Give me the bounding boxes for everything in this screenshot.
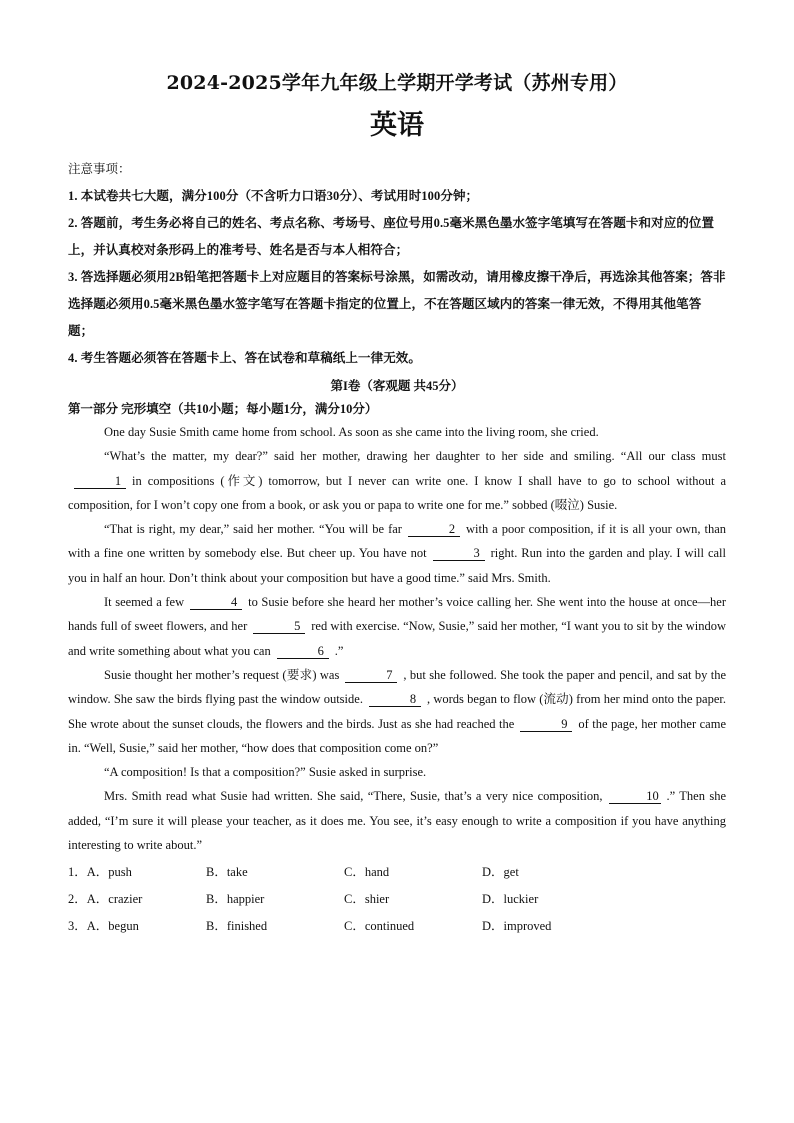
option-d: D．get [482,865,519,880]
paragraph-text: .” [334,643,344,658]
paragraph-text: to Susie before she heard her mother’s voice calling her. She went into the house at once—her hands full of sweet flowers, and her [68,595,726,634]
option-b: B．finished [206,919,268,934]
paragraph [68,590,726,663]
paragraph-text: red with exercise. “Now, Susie,” said her mother, “I want you to sit by the window and write something about what you can [68,619,726,658]
option-b: B．happier [206,892,265,907]
exam-page [68,70,726,940]
blank-8: 8 [369,692,421,707]
blank-1: 1 [74,474,126,489]
paragraph-text: “That is right, my dear,” said her mother. “You will be far [104,522,402,537]
paragraph [68,420,726,444]
blank-6: 6 [277,644,329,659]
paragraph-text: right. Run into the garden and play. I will call you in half an hour. Don’t think about your composition but have a good time.” said Mrs. Smith. [68,546,726,585]
paragraph [68,784,726,857]
paragraph-text: in compositions (作文) tomorrow, but I never can write one. I know I shall have to go to school without a composition, for I won’t copy one from a book, or ask you or papa to write one for me.” sobbed (啜泣) Susie. [68,473,726,512]
paragraph-text: , but she followed. She took the paper and pencil, and sat by the window. She saw the birds flying past the window outside. [68,667,726,707]
option-a: A．push [86,865,132,880]
cloze-passage [68,420,726,857]
instructions [68,156,726,372]
volume-heading: 第I卷（客观题 共45分） [330,379,464,393]
subject-title: 英语 [370,110,424,141]
option-a: A．begun [86,919,139,934]
paragraph-text: “What’s the matter, my dear?” said her mother, drawing her daughter to her side and smiling. “All our class must [104,449,726,464]
blank-9: 9 [520,717,572,732]
blank-7: 7 [345,668,397,683]
paragraph-text: One day Susie Smith came home from school. As soon as she came into the living room, she cried. [104,425,599,439]
option-c: C．shier [344,892,390,907]
blank-10: 10 [609,789,661,804]
question-row [68,859,726,886]
paragraph-text: .” Then she added, “I’m sure it will please your teacher, as it does me. You see, it’s easy enough to write a composition if you have anything interesting to write about.” [68,789,726,853]
blank-5: 5 [253,619,305,634]
paragraph-text: of the page, her mother came in. “Well, Susie,” said her mother, “how does that composition come on?” [68,716,726,755]
instruction-item: 4. 考生答题必须答在答题卡上、答在试卷和草稿纸上一律无效。 [68,351,422,365]
paragraph-text: “A composition! Is that a composition?” Susie asked in surprise. [104,765,427,780]
paragraph-text: with a poor composition, if it is all your own, than with a fine one written by somebody else. But cheer up. You have not [68,522,726,561]
option-a: A．crazier [86,892,143,907]
paragraph-text: Mrs. Smith read what Susie had written. She said, “There, Susie, that’s a very nice composition, [104,789,603,804]
paragraph [68,517,726,590]
option-b: B．take [206,865,248,880]
instruction-item: 3. 答选择题必须用2B铅笔把答题卡上对应题目的答案标号涂黑，如需改动，请用橡皮擦干净后，再选涂其他答案；答非选择题必须用0.5毫米黑色墨水签字笔写在答题卡指定的位置上，不在答题区域内的答案一律无效，不得用其他笔答题； [68,270,726,338]
option-d: D．luckier [482,892,539,907]
question-number: 3． [68,919,87,934]
paragraph-text: Susie thought her mother’s request (要求) was [104,667,340,682]
paragraph-text: , words began to flow (流动) from her mind onto the paper. She wrote about the sunset clouds, the flowers and the birds. Just as she had reached the [68,692,726,731]
option-c: C．continued [344,919,415,934]
paragraph [68,444,726,517]
blank-4: 4 [190,595,242,610]
paragraph [68,760,726,784]
instruction-item: 2. 答题前，考生务必将自己的姓名、考点名称、考场号、座位号用0.5毫米黑色墨水签字笔填写在答题卡和对应的位置上，并认真校对条形码上的准考号、姓名是否与本人相符合； [68,216,715,257]
option-c: C．hand [344,865,390,880]
paragraph [68,663,726,760]
question-number: 1． [68,865,87,880]
exam-title: 2024-2025学年九年级上学期开学考试（苏州专用） [166,72,628,94]
question-row [68,886,726,913]
question-options [68,859,726,940]
blank-2: 2 [408,522,460,537]
question-number: 2． [68,892,87,907]
paragraph-text: It seemed a few [104,595,185,610]
option-d: D．improved [482,919,552,934]
instructions-heading: 注意事项： [68,162,131,176]
question-row [68,913,726,940]
part-heading: 第一部分 完形填空（共10小题；每小题1分，满分10分） [68,402,378,416]
instruction-item: 1. 本试卷共七大题，满分100分（不含听力口语30分）、考试用时100分钟； [68,189,479,203]
blank-3: 3 [433,546,485,561]
